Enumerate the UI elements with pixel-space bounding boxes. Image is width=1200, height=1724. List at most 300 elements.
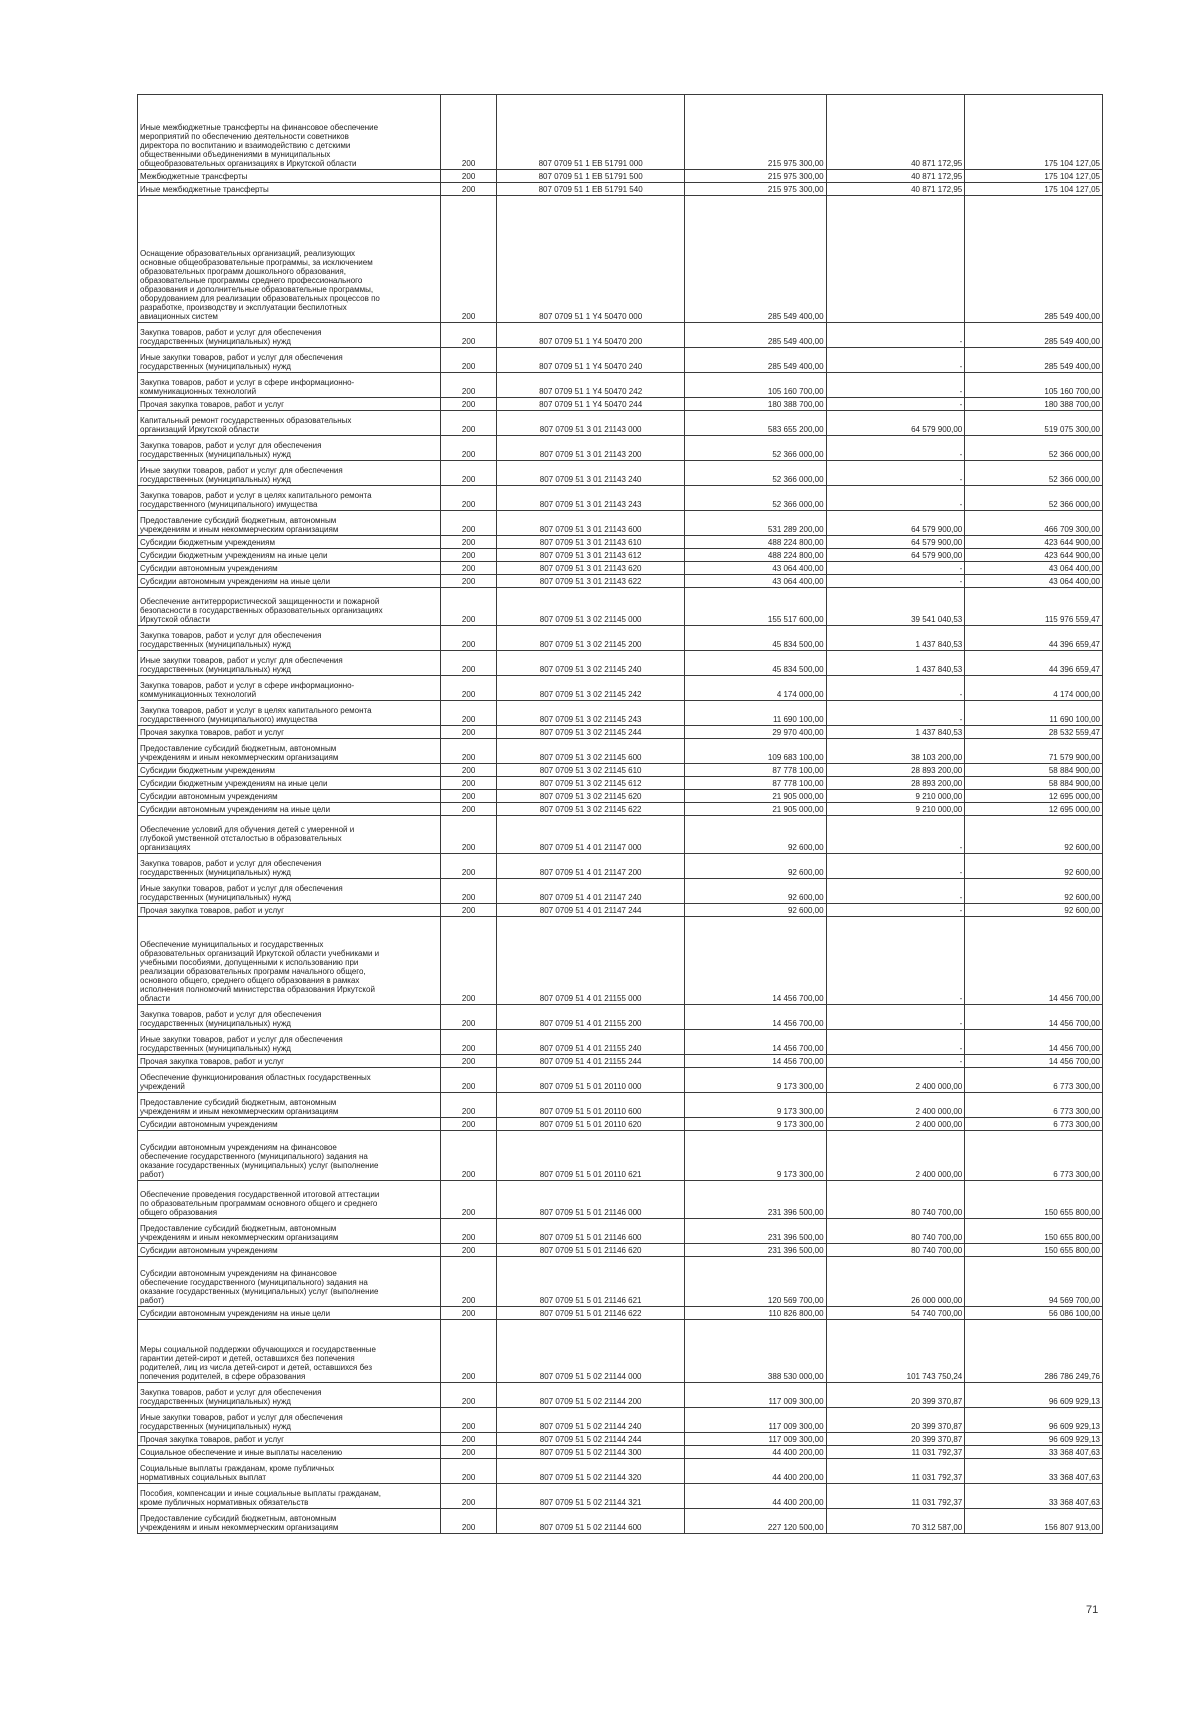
row-code: 200 <box>440 1509 497 1534</box>
table-row <box>138 196 1103 323</box>
row-remaining-amount: 94 569 700,00 <box>965 1257 1103 1307</box>
table-row <box>138 1446 1103 1459</box>
row-approved-amount: 4 174 000,00 <box>684 676 826 701</box>
row-approved-amount: 488 224 800,00 <box>684 536 826 549</box>
row-remaining-amount: 43 064 400,00 <box>965 575 1103 588</box>
row-budget-classification: 807 0709 51 5 01 21146 600 <box>497 1219 684 1244</box>
row-remaining-amount: 96 609 929,13 <box>965 1383 1103 1408</box>
table-row <box>138 486 1103 511</box>
row-executed-amount: 101 743 750,24 <box>826 1320 965 1383</box>
row-approved-amount: 180 388 700,00 <box>684 398 826 411</box>
row-remaining-amount: 12 695 000,00 <box>965 803 1103 816</box>
row-code: 200 <box>440 1181 497 1219</box>
row-approved-amount: 92 600,00 <box>684 904 826 917</box>
row-budget-classification: 807 0709 51 5 02 21144 244 <box>497 1433 684 1446</box>
row-budget-classification: 807 0709 51 5 01 20110 621 <box>497 1131 684 1181</box>
row-executed-amount: - <box>826 436 965 461</box>
row-name: Социальные выплаты гражданам, кроме публичных нормативных социальных выплат <box>138 1459 441 1484</box>
row-executed-amount: - <box>826 1055 965 1068</box>
row-code: 200 <box>440 1118 497 1131</box>
table-row <box>138 461 1103 486</box>
row-name: Иные межбюджетные трансферты на финансовое обеспечение мероприятий по обеспечению деятельности советников директора по воспитанию и взаимодействию с детскими общественными объединениями в муниципальных общеобразовательных организациях в Иркутской области <box>138 95 441 170</box>
row-budget-classification: 807 0709 51 1 ЕВ 51791 540 <box>497 183 684 196</box>
row-code: 200 <box>440 1030 497 1055</box>
table-row <box>138 803 1103 816</box>
table-row <box>138 549 1103 562</box>
row-remaining-amount: 4 174 000,00 <box>965 676 1103 701</box>
row-executed-amount: 20 399 370,87 <box>826 1433 965 1446</box>
row-budget-classification: 807 0709 51 5 02 21144 000 <box>497 1320 684 1383</box>
row-remaining-amount: 14 456 700,00 <box>965 917 1103 1005</box>
budget-execution-table <box>137 94 1103 1534</box>
table-row <box>138 1055 1103 1068</box>
row-remaining-amount: 285 549 400,00 <box>965 323 1103 348</box>
row-approved-amount: 52 366 000,00 <box>684 461 826 486</box>
row-budget-classification: 807 0709 51 5 01 20110 620 <box>497 1118 684 1131</box>
row-name: Меры социальной поддержки обучающихся и государственные гарантии детей-сирот и детей, оставшихся без попечения родителей, лиц из числа детей-сирот и детей, оставшихся без попечения родителей, в сфере образования <box>138 1320 441 1383</box>
table-row <box>138 411 1103 436</box>
row-remaining-amount: 180 388 700,00 <box>965 398 1103 411</box>
row-executed-amount: 40 871 172,95 <box>826 170 965 183</box>
table-row <box>138 1068 1103 1093</box>
row-code: 200 <box>440 411 497 436</box>
row-approved-amount: 117 009 300,00 <box>684 1433 826 1446</box>
row-code: 200 <box>440 1257 497 1307</box>
table-row <box>138 917 1103 1005</box>
row-code: 200 <box>440 373 497 398</box>
row-name: Иные закупки товаров, работ и услуг для обеспечения государственных (муниципальных) нужд <box>138 651 441 676</box>
row-name: Прочая закупка товаров, работ и услуг <box>138 1055 441 1068</box>
row-code: 200 <box>440 1005 497 1030</box>
row-executed-amount: 9 210 000,00 <box>826 790 965 803</box>
table-body <box>138 95 1103 1534</box>
row-name: Прочая закупка товаров, работ и услуг <box>138 398 441 411</box>
row-budget-classification: 807 0709 51 1 ЕВ 51791 000 <box>497 95 684 170</box>
row-remaining-amount: 285 549 400,00 <box>965 196 1103 323</box>
table-row <box>138 1219 1103 1244</box>
row-executed-amount: 64 579 900,00 <box>826 536 965 549</box>
row-budget-classification: 807 0709 51 4 01 21147 000 <box>497 816 684 854</box>
row-remaining-amount: 52 366 000,00 <box>965 436 1103 461</box>
row-approved-amount: 105 160 700,00 <box>684 373 826 398</box>
row-budget-classification: 807 0709 51 3 01 21143 600 <box>497 511 684 536</box>
table-row <box>138 1257 1103 1307</box>
table-row <box>138 183 1103 196</box>
row-name: Субсидии бюджетным учреждениям <box>138 764 441 777</box>
row-budget-classification: 807 0709 51 5 02 21144 321 <box>497 1484 684 1509</box>
row-name: Социальное обеспечение и иные выплаты населению <box>138 1446 441 1459</box>
table-row <box>138 1118 1103 1131</box>
row-remaining-amount: 44 396 659,47 <box>965 651 1103 676</box>
row-remaining-amount: 58 884 900,00 <box>965 777 1103 790</box>
row-executed-amount: 40 871 172,95 <box>826 183 965 196</box>
row-remaining-amount: 33 368 407,63 <box>965 1446 1103 1459</box>
row-budget-classification: 807 0709 51 4 01 21147 240 <box>497 879 684 904</box>
row-approved-amount: 120 569 700,00 <box>684 1257 826 1307</box>
row-executed-amount: 28 893 200,00 <box>826 777 965 790</box>
table-row <box>138 436 1103 461</box>
row-approved-amount: 11 690 100,00 <box>684 701 826 726</box>
row-name: Субсидии автономным учреждениям <box>138 1118 441 1131</box>
row-approved-amount: 14 456 700,00 <box>684 1005 826 1030</box>
row-executed-amount: - <box>826 816 965 854</box>
row-approved-amount: 388 530 000,00 <box>684 1320 826 1383</box>
row-budget-classification: 807 0709 51 3 01 21143 610 <box>497 536 684 549</box>
row-name: Закупка товаров, работ и услуг для обеспечения государственных (муниципальных) нужд <box>138 626 441 651</box>
row-executed-amount: - <box>826 701 965 726</box>
row-name: Предоставление субсидий бюджетным, автономным учреждениям и иным некоммерческим организациям <box>138 1509 441 1534</box>
row-approved-amount: 44 400 200,00 <box>684 1459 826 1484</box>
row-approved-amount: 44 400 200,00 <box>684 1446 826 1459</box>
row-name: Субсидии автономным учреждениям на иные цели <box>138 803 441 816</box>
row-approved-amount: 43 064 400,00 <box>684 562 826 575</box>
table-row <box>138 626 1103 651</box>
row-budget-classification: 807 0709 51 4 01 21147 244 <box>497 904 684 917</box>
row-code: 200 <box>440 1219 497 1244</box>
table-row <box>138 1509 1103 1534</box>
row-approved-amount: 285 549 400,00 <box>684 196 826 323</box>
table-row <box>138 398 1103 411</box>
table-row <box>138 511 1103 536</box>
row-approved-amount: 45 834 500,00 <box>684 651 826 676</box>
row-code: 200 <box>440 626 497 651</box>
row-remaining-amount: 150 655 800,00 <box>965 1181 1103 1219</box>
row-remaining-amount: 58 884 900,00 <box>965 764 1103 777</box>
table-row <box>138 701 1103 726</box>
row-budget-classification: 807 0709 51 5 01 21146 000 <box>497 1181 684 1219</box>
row-executed-amount: - <box>826 917 965 1005</box>
table-row <box>138 373 1103 398</box>
row-executed-amount: 11 031 792,37 <box>826 1484 965 1509</box>
row-budget-classification: 807 0709 51 5 01 21146 622 <box>497 1307 684 1320</box>
row-executed-amount: 54 740 700,00 <box>826 1307 965 1320</box>
table-row <box>138 1320 1103 1383</box>
row-name: Субсидии автономным учреждениям <box>138 1244 441 1257</box>
row-executed-amount: - <box>826 323 965 348</box>
row-budget-classification: 807 0709 51 5 02 21144 320 <box>497 1459 684 1484</box>
row-executed-amount: - <box>826 373 965 398</box>
row-budget-classification: 807 0709 51 1 Y4 50470 200 <box>497 323 684 348</box>
row-code: 200 <box>440 1433 497 1446</box>
row-name: Пособия, компенсации и иные социальные выплаты гражданам, кроме публичных нормативных обязательств <box>138 1484 441 1509</box>
table-row <box>138 904 1103 917</box>
row-executed-amount: 80 740 700,00 <box>826 1244 965 1257</box>
row-executed-amount: 1 437 840,53 <box>826 651 965 676</box>
row-executed-amount: 2 400 000,00 <box>826 1068 965 1093</box>
row-budget-classification: 807 0709 51 5 02 21144 200 <box>497 1383 684 1408</box>
page-number: 71 <box>1086 1604 1099 1616</box>
table-row <box>138 1131 1103 1181</box>
row-executed-amount: - <box>826 348 965 373</box>
row-approved-amount: 109 683 100,00 <box>684 739 826 764</box>
row-remaining-amount: 6 773 300,00 <box>965 1093 1103 1118</box>
row-name: Иные закупки товаров, работ и услуг для обеспечения государственных (муниципальных) нужд <box>138 348 441 373</box>
row-name: Субсидии автономным учреждениям на иные цели <box>138 1307 441 1320</box>
row-approved-amount: 117 009 300,00 <box>684 1383 826 1408</box>
row-budget-classification: 807 0709 51 3 02 21145 244 <box>497 726 684 739</box>
row-remaining-amount: 71 579 900,00 <box>965 739 1103 764</box>
row-remaining-amount: 150 655 800,00 <box>965 1244 1103 1257</box>
row-remaining-amount: 105 160 700,00 <box>965 373 1103 398</box>
row-name: Обеспечение функционирования областных государственных учреждений <box>138 1068 441 1093</box>
row-remaining-amount: 423 644 900,00 <box>965 536 1103 549</box>
row-name: Прочая закупка товаров, работ и услуг <box>138 1433 441 1446</box>
row-executed-amount: 64 579 900,00 <box>826 549 965 562</box>
row-approved-amount: 44 400 200,00 <box>684 1484 826 1509</box>
row-remaining-amount: 423 644 900,00 <box>965 549 1103 562</box>
row-budget-classification: 807 0709 51 5 01 21146 620 <box>497 1244 684 1257</box>
row-budget-classification: 807 0709 51 5 02 21144 300 <box>497 1446 684 1459</box>
row-code: 200 <box>440 511 497 536</box>
table-row <box>138 95 1103 170</box>
row-remaining-amount: 52 366 000,00 <box>965 486 1103 511</box>
table-row <box>138 323 1103 348</box>
row-code: 200 <box>440 575 497 588</box>
row-code: 200 <box>440 588 497 626</box>
row-approved-amount: 215 975 300,00 <box>684 95 826 170</box>
row-code: 200 <box>440 323 497 348</box>
row-budget-classification: 807 0709 51 1 Y4 50470 240 <box>497 348 684 373</box>
table-row <box>138 790 1103 803</box>
row-budget-classification: 807 0709 51 3 01 21143 200 <box>497 436 684 461</box>
row-name: Обеспечение проведения государственной итоговой аттестации по образовательным программам основного общего и среднего общего образования <box>138 1181 441 1219</box>
row-name: Межбюджетные трансферты <box>138 170 441 183</box>
row-code: 200 <box>440 461 497 486</box>
row-code: 200 <box>440 348 497 373</box>
table-row <box>138 1433 1103 1446</box>
row-approved-amount: 14 456 700,00 <box>684 917 826 1005</box>
row-name: Закупка товаров, работ и услуг для обеспечения государственных (муниципальных) нужд <box>138 323 441 348</box>
row-executed-amount: 1 437 840,53 <box>826 626 965 651</box>
row-approved-amount: 117 009 300,00 <box>684 1408 826 1433</box>
row-approved-amount: 29 970 400,00 <box>684 726 826 739</box>
row-code: 200 <box>440 803 497 816</box>
row-remaining-amount: 175 104 127,05 <box>965 183 1103 196</box>
row-code: 200 <box>440 1484 497 1509</box>
row-budget-classification: 807 0709 51 4 01 21155 200 <box>497 1005 684 1030</box>
table-row <box>138 1383 1103 1408</box>
row-remaining-amount: 28 532 559,47 <box>965 726 1103 739</box>
row-code: 200 <box>440 764 497 777</box>
row-executed-amount: 11 031 792,37 <box>826 1459 965 1484</box>
row-remaining-amount: 92 600,00 <box>965 816 1103 854</box>
table-row <box>138 1093 1103 1118</box>
row-budget-classification: 807 0709 51 4 01 21155 244 <box>497 1055 684 1068</box>
row-code: 200 <box>440 879 497 904</box>
row-budget-classification: 807 0709 51 3 02 21145 600 <box>497 739 684 764</box>
row-name: Закупка товаров, работ и услуг в сфере информационно- коммуникационных технологий <box>138 373 441 398</box>
row-remaining-amount: 56 086 100,00 <box>965 1307 1103 1320</box>
row-approved-amount: 285 549 400,00 <box>684 348 826 373</box>
row-name: Оснащение образовательных организаций, реализующих основные общеобразовательные программы, за исключением образовательных программ дошкольного образования, образовательные программы среднего профессионального образования и дополнительные образовательные программы, оборудованием для реализации образовательных процессов по разработке, производству и эксплуатации беспилотных авиационных систем <box>138 196 441 323</box>
row-code: 200 <box>440 917 497 1005</box>
row-approved-amount: 227 120 500,00 <box>684 1509 826 1534</box>
row-code: 200 <box>440 549 497 562</box>
row-approved-amount: 92 600,00 <box>684 854 826 879</box>
row-remaining-amount: 519 075 300,00 <box>965 411 1103 436</box>
row-name: Предоставление субсидий бюджетным, автономным учреждениям и иным некоммерческим организациям <box>138 1219 441 1244</box>
row-budget-classification: 807 0709 51 3 01 21143 000 <box>497 411 684 436</box>
row-approved-amount: 43 064 400,00 <box>684 575 826 588</box>
row-approved-amount: 215 975 300,00 <box>684 183 826 196</box>
row-budget-classification: 807 0709 51 5 01 21146 621 <box>497 1257 684 1307</box>
row-executed-amount: 2 400 000,00 <box>826 1093 965 1118</box>
row-name: Субсидии автономным учреждениям <box>138 790 441 803</box>
row-name: Закупка товаров, работ и услуг для обеспечения государственных (муниципальных) нужд <box>138 854 441 879</box>
row-approved-amount: 231 396 500,00 <box>684 1219 826 1244</box>
row-code: 200 <box>440 170 497 183</box>
row-executed-amount: 20 399 370,87 <box>826 1383 965 1408</box>
row-approved-amount: 9 173 300,00 <box>684 1118 826 1131</box>
row-budget-classification: 807 0709 51 3 02 21145 242 <box>497 676 684 701</box>
row-executed-amount <box>826 196 965 323</box>
table-row <box>138 854 1103 879</box>
row-remaining-amount: 156 807 913,00 <box>965 1509 1103 1534</box>
table-row <box>138 816 1103 854</box>
row-name: Капитальный ремонт государственных образовательных организаций Иркутской области <box>138 411 441 436</box>
row-code: 200 <box>440 701 497 726</box>
row-code: 200 <box>440 676 497 701</box>
row-budget-classification: 807 0709 51 4 01 21155 000 <box>497 917 684 1005</box>
row-executed-amount: - <box>826 1030 965 1055</box>
table-row <box>138 764 1103 777</box>
row-remaining-amount: 33 368 407,63 <box>965 1484 1103 1509</box>
row-name: Предоставление субсидий бюджетным, автономным учреждениям и иным некоммерческим организациям <box>138 739 441 764</box>
row-executed-amount: 38 103 200,00 <box>826 739 965 764</box>
row-executed-amount: 26 000 000,00 <box>826 1257 965 1307</box>
row-remaining-amount: 43 064 400,00 <box>965 562 1103 575</box>
row-approved-amount: 531 289 200,00 <box>684 511 826 536</box>
row-executed-amount: 2 400 000,00 <box>826 1131 965 1181</box>
row-budget-classification: 807 0709 51 4 01 21155 240 <box>497 1030 684 1055</box>
row-approved-amount: 9 173 300,00 <box>684 1131 826 1181</box>
row-approved-amount: 52 366 000,00 <box>684 486 826 511</box>
table-row <box>138 170 1103 183</box>
row-remaining-amount: 11 690 100,00 <box>965 701 1103 726</box>
row-remaining-amount: 14 456 700,00 <box>965 1005 1103 1030</box>
row-executed-amount: - <box>826 879 965 904</box>
table-row <box>138 676 1103 701</box>
row-code: 200 <box>440 486 497 511</box>
row-executed-amount: - <box>826 562 965 575</box>
row-approved-amount: 14 456 700,00 <box>684 1055 826 1068</box>
row-name: Предоставление субсидий бюджетным, автономным учреждениям и иным некоммерческим организациям <box>138 1093 441 1118</box>
table-row <box>138 1408 1103 1433</box>
row-code: 200 <box>440 1320 497 1383</box>
row-approved-amount: 87 778 100,00 <box>684 777 826 790</box>
row-code: 200 <box>440 1093 497 1118</box>
row-executed-amount: - <box>826 904 965 917</box>
row-budget-classification: 807 0709 51 3 02 21145 000 <box>497 588 684 626</box>
row-approved-amount: 21 905 000,00 <box>684 803 826 816</box>
row-executed-amount: - <box>826 486 965 511</box>
row-name: Иные межбюджетные трансферты <box>138 183 441 196</box>
table-row <box>138 348 1103 373</box>
row-name: Субсидии бюджетным учреждениям на иные цели <box>138 549 441 562</box>
row-name: Закупка товаров, работ и услуг для обеспечения государственных (муниципальных) нужд <box>138 1005 441 1030</box>
table-row <box>138 1484 1103 1509</box>
row-code: 200 <box>440 726 497 739</box>
row-code: 200 <box>440 1131 497 1181</box>
row-approved-amount: 215 975 300,00 <box>684 170 826 183</box>
row-budget-classification: 807 0709 51 5 01 20110 000 <box>497 1068 684 1093</box>
row-remaining-amount: 52 366 000,00 <box>965 461 1103 486</box>
table-row <box>138 1181 1103 1219</box>
row-executed-amount: - <box>826 854 965 879</box>
table-row <box>138 777 1103 790</box>
row-code: 200 <box>440 1408 497 1433</box>
row-code: 200 <box>440 536 497 549</box>
row-code: 200 <box>440 1068 497 1093</box>
row-name: Субсидии автономным учреждениям <box>138 562 441 575</box>
row-approved-amount: 231 396 500,00 <box>684 1244 826 1257</box>
row-name: Иные закупки товаров, работ и услуг для обеспечения государственных (муниципальных) нужд <box>138 461 441 486</box>
row-budget-classification: 807 0709 51 3 02 21145 622 <box>497 803 684 816</box>
row-executed-amount: 70 312 587,00 <box>826 1509 965 1534</box>
row-remaining-amount: 92 600,00 <box>965 904 1103 917</box>
row-name: Прочая закупка товаров, работ и услуг <box>138 904 441 917</box>
row-budget-classification: 807 0709 51 3 02 21145 200 <box>497 626 684 651</box>
table-row <box>138 1030 1103 1055</box>
row-code: 200 <box>440 651 497 676</box>
row-executed-amount: 11 031 792,37 <box>826 1446 965 1459</box>
row-name: Закупка товаров, работ и услуг для обеспечения государственных (муниципальных) нужд <box>138 1383 441 1408</box>
row-approved-amount: 110 826 800,00 <box>684 1307 826 1320</box>
row-remaining-amount: 44 396 659,47 <box>965 626 1103 651</box>
row-executed-amount: 40 871 172,95 <box>826 95 965 170</box>
row-approved-amount: 9 173 300,00 <box>684 1068 826 1093</box>
row-remaining-amount: 115 976 559,47 <box>965 588 1103 626</box>
row-approved-amount: 285 549 400,00 <box>684 323 826 348</box>
table-row <box>138 562 1103 575</box>
row-code: 200 <box>440 562 497 575</box>
row-budget-classification: 807 0709 51 3 02 21145 240 <box>497 651 684 676</box>
row-remaining-amount: 96 609 929,13 <box>965 1433 1103 1446</box>
row-executed-amount: 80 740 700,00 <box>826 1219 965 1244</box>
row-code: 200 <box>440 95 497 170</box>
row-name: Закупка товаров, работ и услуг в сфере информационно- коммуникационных технологий <box>138 676 441 701</box>
row-approved-amount: 488 224 800,00 <box>684 549 826 562</box>
row-approved-amount: 92 600,00 <box>684 879 826 904</box>
row-name: Иные закупки товаров, работ и услуг для обеспечения государственных (муниципальных) нужд <box>138 1030 441 1055</box>
row-budget-classification: 807 0709 51 3 01 21143 612 <box>497 549 684 562</box>
row-approved-amount: 52 366 000,00 <box>684 436 826 461</box>
row-name: Предоставление субсидий бюджетным, автономным учреждениям и иным некоммерческим организациям <box>138 511 441 536</box>
row-executed-amount: - <box>826 676 965 701</box>
row-remaining-amount: 14 456 700,00 <box>965 1055 1103 1068</box>
row-remaining-amount: 6 773 300,00 <box>965 1118 1103 1131</box>
row-code: 200 <box>440 1459 497 1484</box>
row-executed-amount: 39 541 040,53 <box>826 588 965 626</box>
row-budget-classification: 807 0709 51 3 01 21143 243 <box>497 486 684 511</box>
row-budget-classification: 807 0709 51 1 Y4 50470 242 <box>497 373 684 398</box>
row-name: Обеспечение муниципальных и государственных образовательных организаций Иркутской области учебниками и учебными пособиями, допущенными к использованию при реализации образовательных программ начального общего, основного общего, среднего общего образования в рамках исполнения полномочий министерства образования Иркутской области <box>138 917 441 1005</box>
row-name: Обеспечение антитеррористической защищенности и пожарной безопасности в государственных образовательных организациях Иркутской области <box>138 588 441 626</box>
row-budget-classification: 807 0709 51 3 02 21145 243 <box>497 701 684 726</box>
row-name: Обеспечение условий для обучения детей с умеренной и глубокой умственной отсталостью в образовательных организациях <box>138 816 441 854</box>
table-row <box>138 1307 1103 1320</box>
row-remaining-amount: 6 773 300,00 <box>965 1068 1103 1093</box>
row-executed-amount: - <box>826 398 965 411</box>
row-budget-classification: 807 0709 51 1 ЕВ 51791 500 <box>497 170 684 183</box>
row-approved-amount: 155 517 600,00 <box>684 588 826 626</box>
row-code: 200 <box>440 739 497 764</box>
table-row <box>138 588 1103 626</box>
row-remaining-amount: 150 655 800,00 <box>965 1219 1103 1244</box>
row-executed-amount: 28 893 200,00 <box>826 764 965 777</box>
row-remaining-amount: 14 456 700,00 <box>965 1030 1103 1055</box>
row-name: Иные закупки товаров, работ и услуг для обеспечения государственных (муниципальных) нужд <box>138 1408 441 1433</box>
